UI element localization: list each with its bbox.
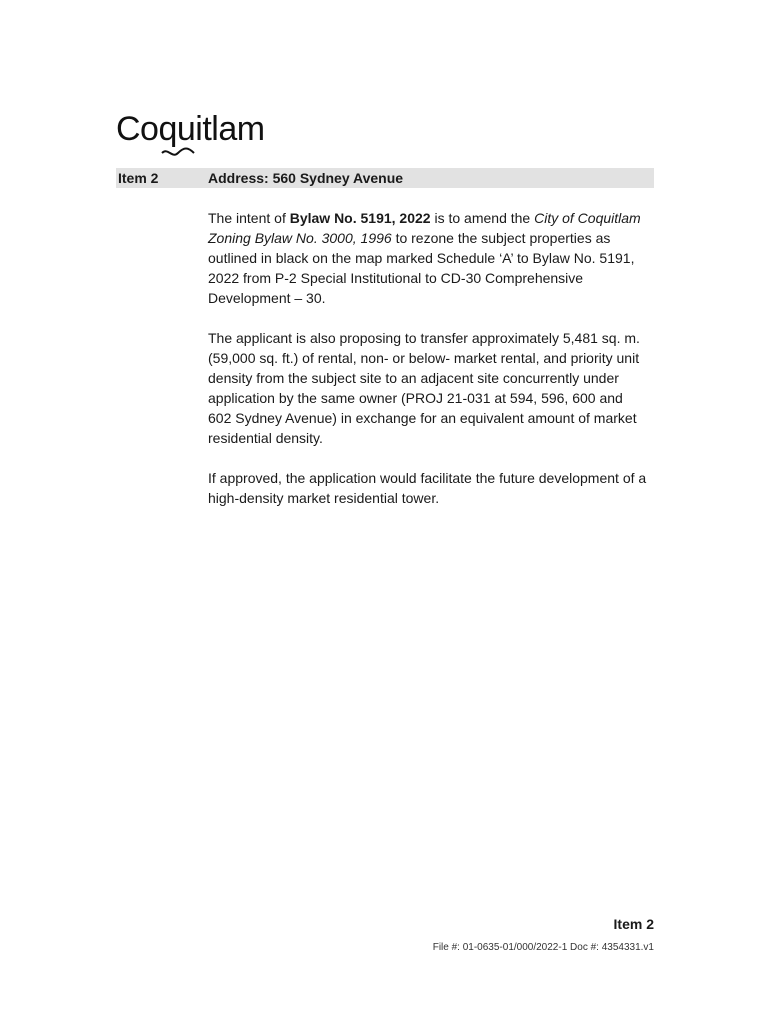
p1-pre: The intent of bbox=[208, 210, 290, 226]
p1-post: to rezone the subject properties as outlined in black on the map marked Schedule ‘A’ to Bylaw No. 5191, 2022 from P-2 Special Institutional to CD-30 Comprehensive Development – 30. bbox=[208, 230, 635, 306]
paragraph-transfer: The applicant is also proposing to transfer approximately 5,481 sq. m. (59,000 sq. ft.) of rental, non- or below- market rental, and priority unit density from the subject site to an adjacent site concurrently under application by the same owner (PROJ 21-031 at 594, 596, 600 and 602 Sydney Avenue) in exchange for an equivalent amount of market residential density. bbox=[208, 330, 640, 446]
logo-wave-icon bbox=[160, 146, 196, 160]
paragraph-intent bbox=[208, 208, 648, 308]
body-text bbox=[208, 208, 648, 528]
footer-file-reference: File #: 01-0635-01/000/2022-1 Doc #: 4354331.v1 bbox=[432, 942, 654, 953]
p1-mid: is to amend the bbox=[430, 210, 535, 226]
coquitlam-logo bbox=[116, 110, 265, 149]
address-heading: Address: 560 Sydney Avenue bbox=[208, 170, 404, 186]
zoning-bylaw-title: City of Coquitlam Zoning Bylaw No. 3000, 1996 bbox=[208, 210, 641, 246]
footer-item-label: Item 2 bbox=[613, 916, 654, 932]
item-label: Item 2 bbox=[118, 170, 159, 186]
logo-text: Coquitlam bbox=[116, 110, 265, 148]
bylaw-number: Bylaw No. 5191, 2022 bbox=[289, 210, 431, 226]
paragraph-approval: If approved, the application would facilitate the future development of a high-density market residential tower. bbox=[208, 470, 647, 506]
